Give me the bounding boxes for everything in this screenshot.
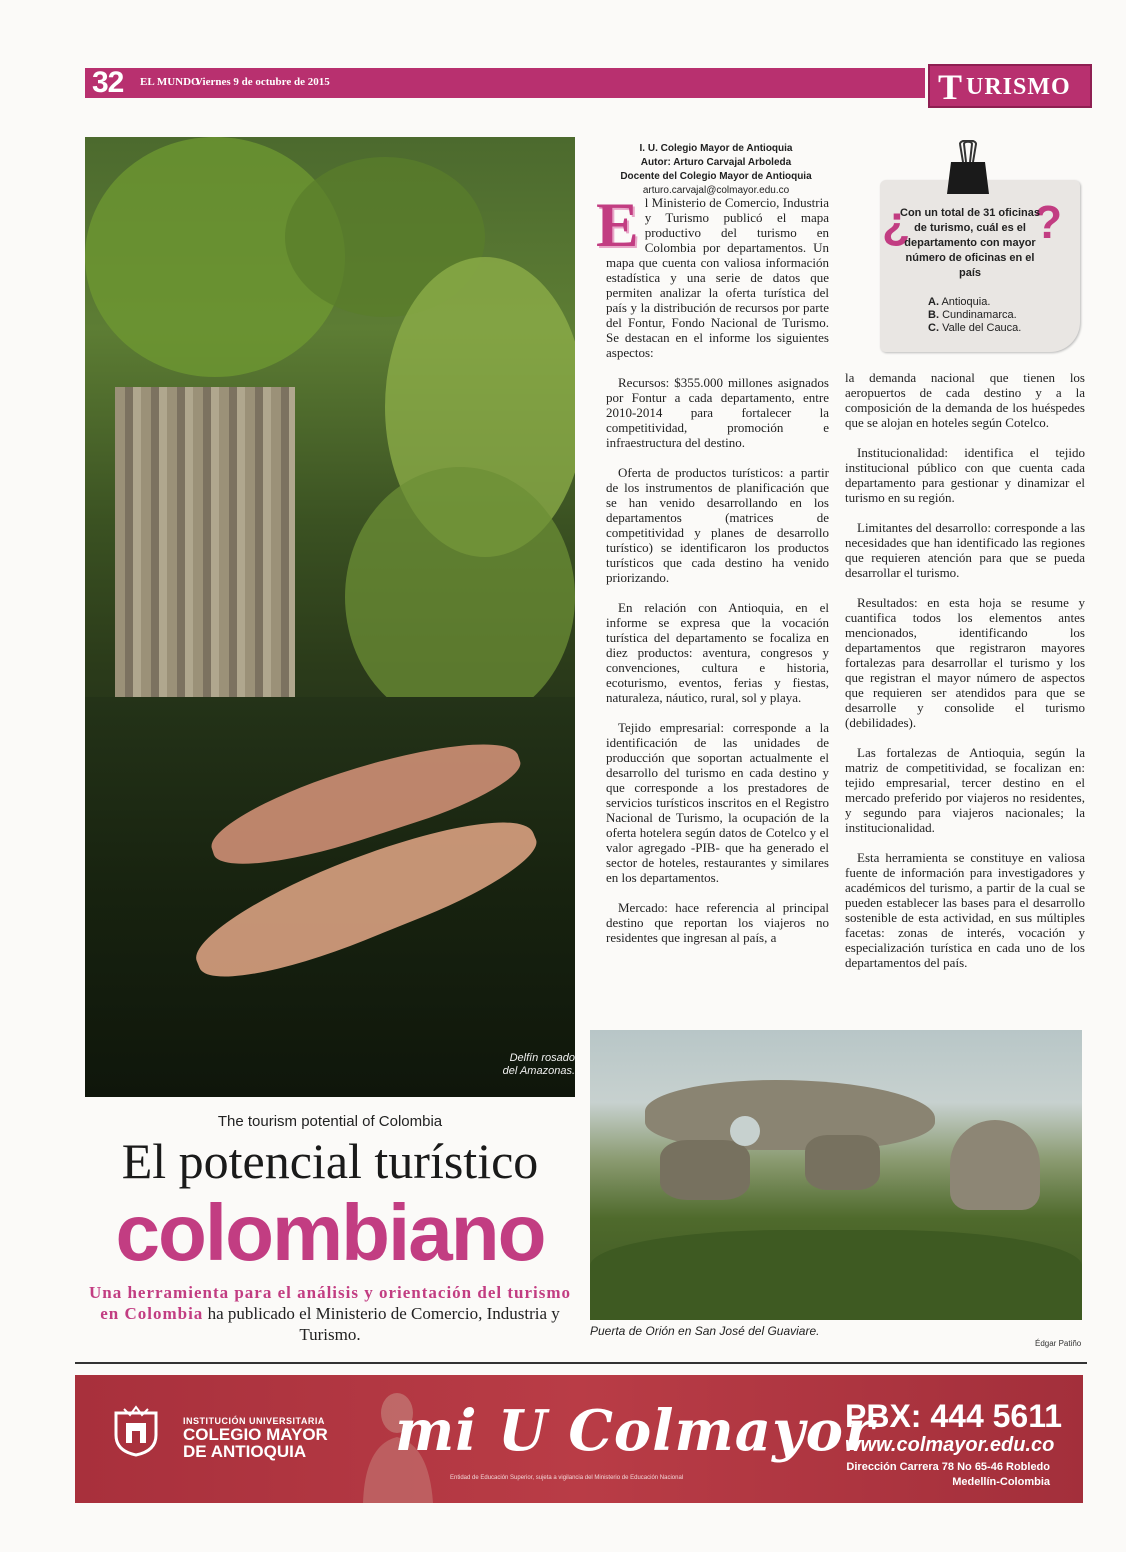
ad-slogan: mi U Colmayor <box>395 1398 875 1464</box>
section-initial: T <box>938 67 963 107</box>
byline-institution: I. U. Colegio Mayor de Antioquia <box>639 143 793 154</box>
quiz-option: B. Cundinamarca. <box>928 309 1017 321</box>
photo-caption <box>475 1052 575 1078</box>
article-paragraph: Tejido empresarial: corresponde a la identificación de las unidades de producción que soportan actualmente el desarrollo del turismo en cada destino y que corresponde a los prestadores de servicios turísticos inscritos en el Registro Nacional de Turismo, la ocupación de la oferta hotelera según datos de Cotelco y el valor agregado -PIB- que ha generado el sector de hoteles, restaurantes y similares en los departamentos. <box>606 720 829 885</box>
quiz-options <box>928 296 1021 335</box>
byline-email: arturo.carvajal@colmayor.edu.co <box>642 185 790 196</box>
photo-caption-line2: del Amazonas. <box>502 1065 575 1077</box>
ad-phone: PBX: 444 5611 <box>845 1398 1063 1434</box>
article-paragraph: En relación con Antioquia, en el informe se expresa que la vocación turística del departamento se focaliza en diez productos: aventura, congresos y convenciones, cultura e historia, ecoturismo, eventos, ferias y fiestas, naturaleza, náutico, rural, sol y playa. <box>606 600 829 705</box>
binder-clip-icon <box>947 140 989 194</box>
byline-author: Autor: Arturo Carvajal Arboleda <box>640 157 792 168</box>
ad-institution-label: INSTITUCIÓN UNIVERSITARIA <box>183 1416 325 1426</box>
article-paragraph: la demanda nacional que tienen los aeropuertos de cada destino y a la composición de la demanda de los huéspedes que se alojan en hoteles según Cotelco. <box>845 370 1085 430</box>
quiz-question: Con un total de 31 oficinas de turismo, cuál es el departamento con mayor número de oficinas en el país <box>900 207 1040 279</box>
article-paragraph: Oferta de productos turísticos: a partir de los instrumentos de planificación que se han venido desarrollando en los departamentos (matrices de competitividad y planes de desarrollo turístico) se identificaron los productos turísticos que cada destino ha venido priorizando. <box>606 465 829 585</box>
quiz-close-mark: ? <box>1034 196 1063 248</box>
ad-separator-rule <box>75 1362 1087 1364</box>
orion-caption: Puerta de Orión en San José del Guaviare. <box>590 1324 820 1338</box>
deck-highlight: Una herramienta para el análisis y orientación del turismo en Colombia <box>88 1283 572 1323</box>
article-paragraph: Mercado: hace referencia al principal destino que reportan los viajeros no residentes que ingresan al país, a <box>606 900 829 945</box>
ad-institution-name: COLEGIO MAYOR DE ANTIOQUIA <box>183 1425 328 1461</box>
article-paragraph: Esta herramienta se constituye en valiosa fuente de información para investigadores y académicos del turismo, a partir de la cual se pueden establecer las bases para el desarrollo sostenible de esta actividad, en sus múltiples facetas: zonas de interés, vocación y especialización turística en cada uno de los departamentos del país. <box>845 850 1085 970</box>
ad-fine-print: Entidad de Educación Superior, sujeta a vigilancia del Ministerio de Educación Nacional <box>450 1475 684 1481</box>
quiz-option: A. Antioquia. <box>928 296 991 308</box>
orion-photo-credit: Édgar Patiño <box>1035 1339 1082 1348</box>
article-paragraph: Las fortalezas de Antioquia, según la matriz de competitividad, se focalizan en: tejido empresarial, tercer destino en el mercado preferido por viajeros no residentes, y segundo para viajeros nacionales; la institucionalidad. <box>845 745 1085 835</box>
quiz-option: C. Valle del Cauca. <box>928 322 1022 334</box>
drop-cap: E <box>596 189 639 260</box>
article-paragraph: Resultados: en esta hoja se resume y cuantifica todos los elementos antes mencionados, identificando los departamentos que registraron mayores fortalezas para desarrollar el turismo y los que registran el mayor número de aspectos que requieren ser atendidos para que se desarrolle y consolide el turismo (debilidades). <box>845 595 1085 730</box>
section-name: URISMO <box>966 74 1071 100</box>
headline-line-2: colombiano <box>115 1188 545 1277</box>
photo-caption-line1: Delfín rosado <box>509 1052 575 1064</box>
article-paragraph: Recursos: $355.000 millones asignados por Fontur a cada departamento, entre 2010-2014 para fortalecer la competitividad, promoción e infraestructura del destino. <box>606 375 829 450</box>
article-paragraph: Institucionalidad: identifica el tejido institucional público con que cuenta cada departamento para gestionar y dinamizar el turismo en su región. <box>845 445 1085 505</box>
byline-role: Docente del Colegio Mayor de Antioquia <box>620 171 812 182</box>
ad-address: Dirección Carrera 78 No 65-46 Robledo Medellín-Colombia <box>846 1461 1050 1488</box>
page-number: 32 <box>92 66 124 99</box>
article-paragraph: Limitantes del desarrollo: corresponde a las necesidades que han identificado las regiones que requieren atención para que se pueda desarrollar el turismo. <box>845 520 1085 580</box>
issue-date: Viernes 9 de octubre de 2015 <box>195 76 330 88</box>
deck-rest: ha publicado el Ministerio de Comercio, Industria y Turismo. <box>203 1304 560 1344</box>
headline-line-1: El potencial turístico <box>121 1133 539 1189</box>
article-column-2 <box>845 370 1085 985</box>
college-logo-icon <box>110 1405 162 1457</box>
paper-name: EL MUNDO <box>140 76 200 88</box>
quiz-open-mark: ¿ <box>882 196 911 248</box>
ad-website[interactable]: www.colmayor.edu.co <box>845 1434 1055 1456</box>
headline-kicker: The tourism potential of Colombia <box>217 1113 443 1130</box>
deck <box>85 1282 575 1345</box>
dolphin-photo <box>85 137 575 1097</box>
article-paragraph: El Ministerio de Comercio, Industria y Turismo publicó el mapa productivo del turismo en Colombia por departamentos. Un mapa que cuenta con valiosa información estadística y una serie de datos que permiten analizar la oferta turística del país y la distribución de recursos por parte del Fontur, Fondo Nacional de Turismo. Se destacan en el informe los siguientes aspectos: <box>596 189 829 360</box>
orion-gate-photo <box>590 1030 1082 1320</box>
